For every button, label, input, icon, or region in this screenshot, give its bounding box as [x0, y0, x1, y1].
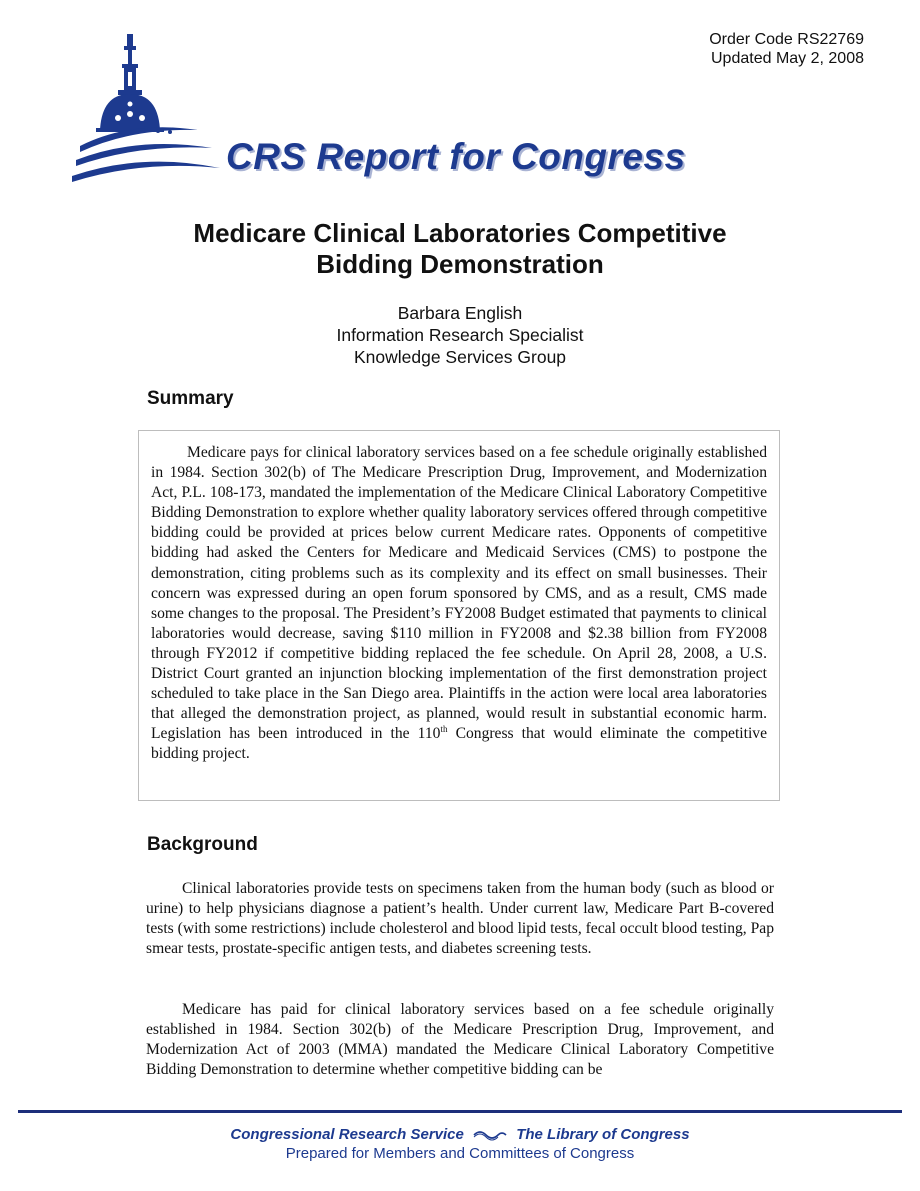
author-group: Knowledge Services Group — [353, 347, 567, 367]
report-title-line-1: Medicare Clinical Laboratories Competitive — [193, 218, 727, 248]
footer-line-1 — [0, 1126, 920, 1143]
summary-box — [138, 430, 780, 801]
order-code: Order Code RS22769 — [709, 31, 864, 48]
summary-text — [151, 443, 767, 765]
summary-text-main: Medicare pays for clinical laboratory services based on a fee schedule originally established in 1984. Section 302(b) of The Medicare Prescription Drug, Improvement, and Modernization Act, P.L. 108-173, mandated the implementation of the Medicare Clinical Laboratory Competitive Bidding Demonstration to explore whether quality laboratory services offered through competitive bidding could be provided at prices below current Medicare rates. Opponents of competitive bidding had asked the Centers for Medicare and Medicaid Services (CMS) to postpone the demonstration, citing problems such as its complexity and its effect on small businesses. Their concern was expressed during an open forum sponsored by CMS, and as a result, CMS made some changes to the proposal. The President’s FY2008 Budget estimated that payments to clinical laboratories would decrease, saving $110 million in FY2008 and $2.38 billion from FY2008 through FY2012 if competitive bidding replaced the fee schedule. On April 28, 2008, a U.S. District Court granted an injunction blocking implementation of the first demonstration project scheduled to take place in the San Diego area. Plaintiffs in the action were local area laboratories that alleged the demonstration project, as planned, would result in substantial economic harm. Legislation has been introduced in the 110 — [151, 444, 767, 743]
summary-text-end: Congress that would eliminate the competitive bidding project. — [151, 725, 768, 763]
summary-heading: Summary — [147, 388, 234, 409]
ornament-icon — [472, 1129, 508, 1141]
author-position: Information Research Specialist — [336, 325, 584, 345]
order-code-block — [709, 30, 864, 68]
crs-banner: CRS Report for Congress — [226, 136, 686, 177]
capitol-dome-icon — [72, 28, 222, 188]
author-block — [0, 302, 920, 368]
author-name: Barbara English — [397, 303, 523, 323]
background-heading: Background — [147, 834, 258, 855]
background-paragraph-1: Clinical laboratories provide tests on specimens taken from the human body (such as blood or urine) to help physicians diagnose a patient’s health. Under current law, Medicare Part B-covered tests (with some restrictions) include cholesterol and blood lipid tests, fecal occult blood testing, Pap smear tests, prostate-specific antigen tests, and diabetes screening tests. — [146, 880, 774, 958]
updated-date: Updated May 2, 2008 — [711, 50, 864, 67]
summary-superscript: th — [440, 724, 448, 735]
footer-line-2: Prepared for Members and Committees of Congress — [285, 1145, 635, 1162]
background-paragraph-2: Medicare has paid for clinical laboratory services based on a fee schedule originally established in 1984. Section 302(b) of the Medicare Prescription Drug, Improvement, and Modernization Act of 2003 (MMA) mandated the Medicare Clinical Laboratory Competitive Bidding Demonstration to determine whether competitive bidding can be — [146, 1001, 774, 1079]
report-title — [0, 218, 920, 280]
footer-rule — [18, 1110, 902, 1113]
footer-loc: The Library of Congress — [516, 1126, 690, 1143]
footer-crs: Congressional Research Service — [230, 1126, 464, 1143]
report-title-line-2: Bidding Demonstration — [316, 249, 604, 279]
